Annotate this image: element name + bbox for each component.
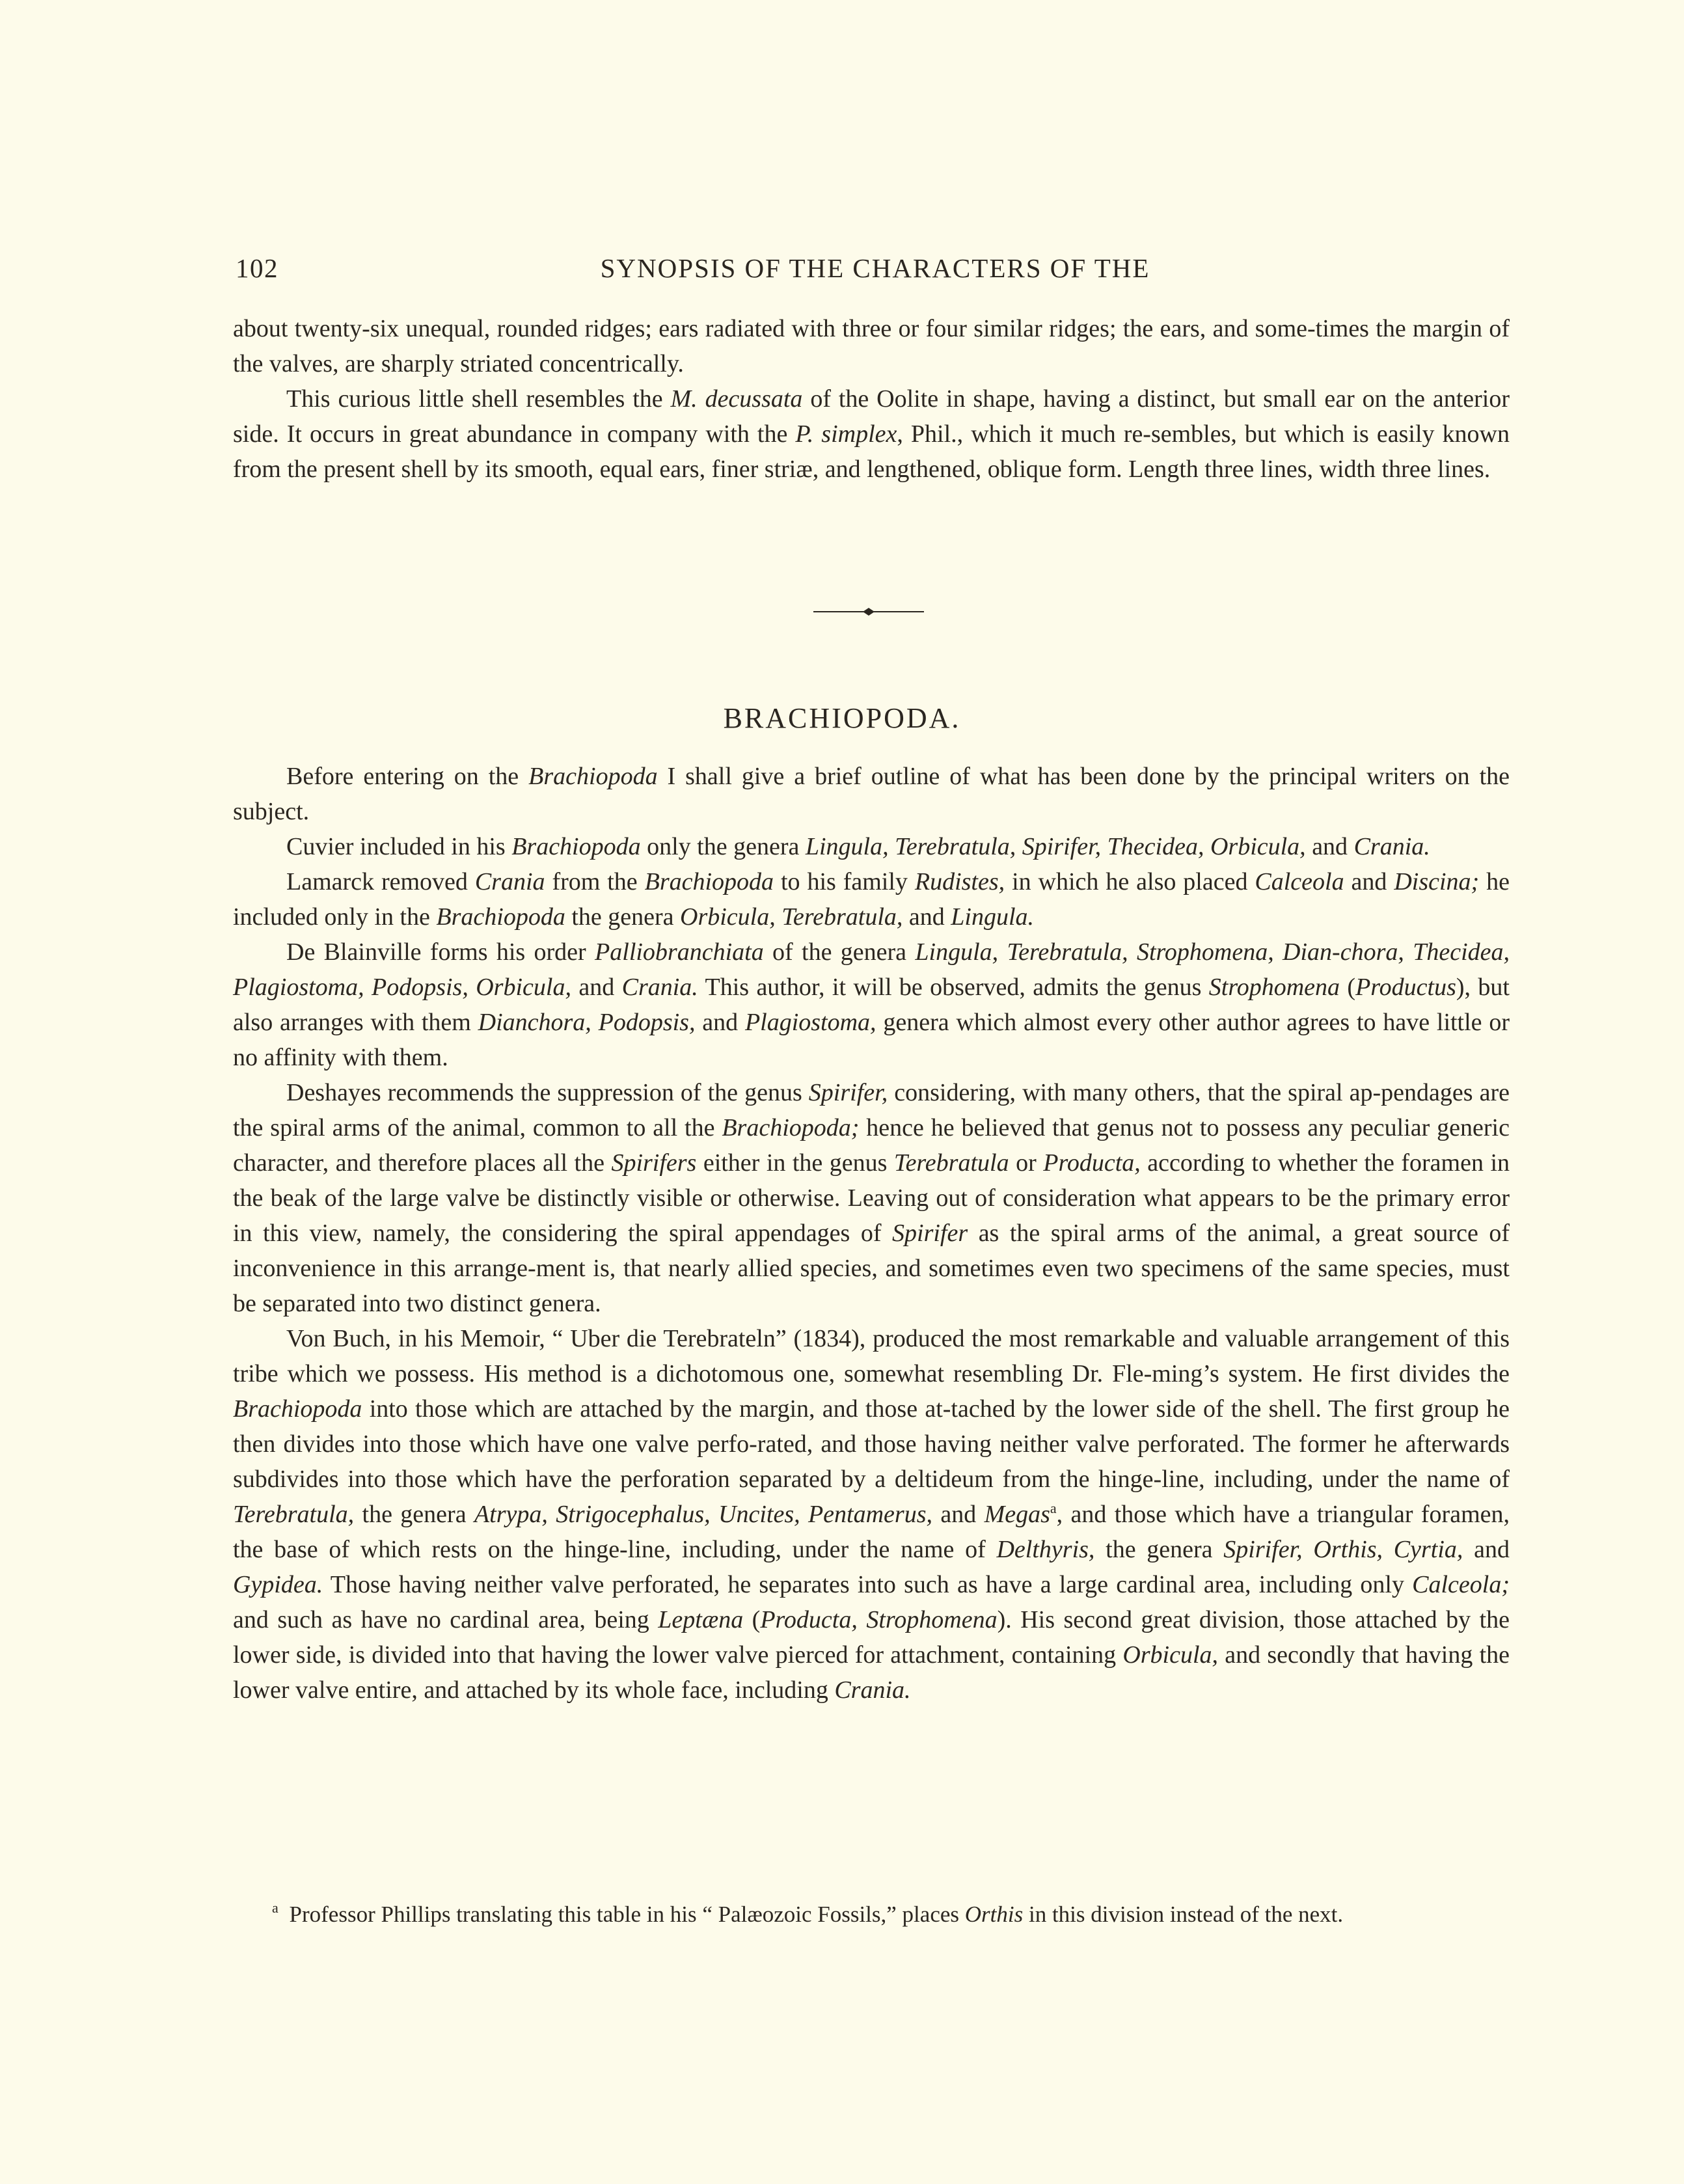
italic-text: Calceola	[1255, 868, 1344, 895]
italic-text: P. simplex	[795, 420, 897, 448]
paragraph	[233, 829, 1510, 864]
text-run: (	[743, 1606, 761, 1633]
body-text-block	[233, 759, 1510, 1708]
text-run: Lamarck removed	[286, 868, 475, 895]
italic-text: Orbicula, Terebratula,	[680, 903, 903, 931]
text-run: of the genera	[763, 938, 916, 966]
text-run: in which he also placed	[1005, 868, 1255, 895]
italic-text: Brachiopoda	[644, 868, 774, 895]
text-run: and secondly that having the lower valve entire, and attached by its whole face, including	[233, 1641, 1510, 1704]
italic-text: Orthis	[964, 1902, 1024, 1927]
italic-text: Terebratula,	[233, 1501, 355, 1528]
text-run: and	[1463, 1536, 1510, 1563]
text-run: hence he believed that genus not to possess any peculiar generic character, and therefore places all the	[233, 1114, 1510, 1177]
text-run: the genera	[354, 1501, 474, 1528]
text-run: and	[1305, 833, 1354, 860]
top-text-block	[233, 311, 1510, 487]
text-run: Before entering on the	[286, 763, 529, 790]
text-run: about twenty-six unequal, rounded ridges; ears radiated with three or four similar ridges; the ears, and some-times the margin of the valves, are sharply striated concentrically.	[233, 315, 1510, 377]
italic-text: Productus	[1355, 974, 1456, 1001]
text-run: or	[1009, 1149, 1044, 1177]
text-run: considering, with many others, that the spiral ap-pendages are the spiral arms of the animal, common to all the	[233, 1079, 1510, 1141]
italic-text: M. decussata	[670, 385, 803, 413]
italic-text: Brachiopoda	[528, 763, 658, 790]
text-run: Professor Phillips translating this table in his “ Palæozoic Fossils,” places	[283, 1902, 965, 1927]
text-run: only the genera	[640, 833, 806, 860]
italic-text: Calceola;	[1412, 1571, 1510, 1598]
text-run: from the	[545, 868, 645, 895]
italic-text: Delthyris,	[996, 1536, 1095, 1563]
italic-text: Brachiopoda	[436, 903, 565, 931]
paragraph	[233, 1075, 1510, 1321]
footnote-marker: a	[272, 1900, 278, 1916]
paragraph	[233, 935, 1510, 1075]
italic-text: Atrypa, Strigocephalus, Uncites, Pentamerus,	[474, 1501, 932, 1528]
italic-text: Leptæna	[658, 1606, 744, 1633]
text-run: Deshayes recommends the suppression of the genus	[286, 1079, 809, 1106]
text-run: and	[903, 903, 951, 931]
text-run: either in the genus	[696, 1149, 894, 1177]
text-run: Cuvier included in his	[286, 833, 512, 860]
text-run: according to whether the foramen in the beak of the large valve be distinctly visible or otherwise. Leaving out of consideration what appears to be the primary error in this view, namely, the considering the spiral appendages of	[233, 1149, 1510, 1247]
italic-text: Lingula, Terebratula, Strophomena, Dian-chora, Thecidea, Plagiostoma, Podopsis, Orbicula,	[233, 938, 1510, 1001]
paragraph	[233, 381, 1510, 487]
italic-text: Brachiopoda	[511, 833, 641, 860]
italic-text: Palliobranchiata	[595, 938, 764, 966]
italic-text: Spirifer	[892, 1220, 968, 1247]
italic-text: Lingula.	[951, 903, 1035, 931]
italic-text: Plagiostoma,	[744, 1009, 876, 1036]
text-run: This author, it will be observed, admits the genus	[698, 974, 1209, 1001]
paragraph	[233, 1321, 1510, 1708]
footnote-ref: a	[1050, 1500, 1057, 1516]
italic-text: Brachiopoda	[233, 1395, 362, 1423]
italic-text: Megas	[984, 1501, 1050, 1528]
paragraph	[233, 759, 1510, 829]
italic-text: Crania	[474, 868, 545, 895]
footnote	[221, 1899, 1498, 1930]
ornament-divider	[813, 605, 924, 618]
paragraph	[233, 311, 1510, 381]
text-run: ). His second great division, those attached by the lower side, is divided into that having the lower valve pierced for attachment, containing	[233, 1606, 1510, 1669]
text-run: of the Oolite in shape, having a distinct, but small ear on the anterior side. It occurs in great abundance in company with the	[233, 385, 1510, 448]
text-run: ), but also arranges with them	[233, 974, 1510, 1036]
paragraph	[233, 864, 1510, 935]
text-run: and	[695, 1009, 745, 1036]
running-head	[236, 253, 1515, 292]
text-run: Von Buch, in his Memoir, “ Uber die Terebrateln” (1834), produced the most remarkable and valuable arrangement of this tribe which we possess. His method is a dichotomous one, somewhat resembling Dr. Fle-ming’s system. He first divides the	[233, 1325, 1510, 1387]
text-run: as the spiral arms of the animal, a great source of inconvenience in this arrange-ment is, that nearly allied species, and sometimes even two specimens of the same species, must be separated into two distinct genera.	[233, 1220, 1510, 1317]
section-heading: BRACHIOPODA.	[723, 702, 961, 734]
italic-text: Lingula, Terebratula, Spirifer, Thecidea, Orbicula,	[805, 833, 1306, 860]
text-run: , Phil., which it much re-sembles, but which is easily known from the present shell by its smooth, equal ears, finer striæ, and lengthened, oblique form. Length three lines, width three lines.	[233, 420, 1510, 483]
text-run: genera which almost every other author agrees to have little or no affinity with them.	[233, 1009, 1510, 1071]
italic-text: Brachiopoda;	[722, 1114, 860, 1141]
italic-text: Spirifer,	[808, 1079, 888, 1106]
text-run: the genera	[565, 903, 681, 931]
text-run: (	[1340, 974, 1356, 1001]
running-title: SYNOPSIS OF THE CHARACTERS OF THE	[600, 253, 1150, 283]
italic-text: Producta, Strophomena	[760, 1606, 998, 1633]
italic-text: Spirifer, Orthis, Cyrtia,	[1223, 1536, 1463, 1563]
italic-text: Crania.	[1353, 833, 1430, 860]
italic-text: Terebratula	[893, 1149, 1009, 1177]
italic-text: Gypidea.	[233, 1571, 323, 1598]
text-run: he included only in the	[233, 868, 1510, 931]
italic-text: Spirifers	[611, 1149, 697, 1177]
italic-text: Rudistes,	[914, 868, 1005, 895]
text-run: into those which are attached by the margin, and those at-tached by the lower side of the shell. The first group he then divides into those which have one valve perfo-rated, and those having neither valve perforated. The former he afterwards subdivides into those which have the perforation separated by a deltideum from the hinge-line, including, under the name of	[233, 1395, 1510, 1493]
footnote-paragraph	[221, 1899, 1498, 1930]
text-run: to his family	[774, 868, 915, 895]
text-run: in this division instead of the next.	[1023, 1902, 1344, 1927]
italic-text: Discina;	[1394, 868, 1480, 895]
text-run: and	[571, 974, 622, 1001]
italic-text: Crania.	[621, 974, 698, 1001]
text-run: De Blainville forms his order	[286, 938, 595, 966]
italic-text: Strophomena	[1208, 974, 1340, 1001]
text-run: and such as have no cardinal area, being	[233, 1606, 659, 1633]
italic-text: Orbicula,	[1122, 1641, 1219, 1669]
text-run: This curious little shell resembles the	[286, 385, 671, 413]
italic-text: Dianchora, Podopsis,	[478, 1009, 696, 1036]
text-run: and	[932, 1501, 985, 1528]
text-run: and	[1344, 868, 1394, 895]
italic-text: Producta,	[1043, 1149, 1141, 1177]
text-run: Those having neither valve perforated, he separates into such as have a large cardinal area, including only	[323, 1571, 1413, 1598]
text-run: , and those which have a triangular foramen, the base of which rests on the hinge-line, including, under the name of	[233, 1501, 1510, 1563]
page-number: 102	[236, 253, 278, 283]
italic-text: Crania.	[834, 1676, 911, 1704]
text-run: the genera	[1094, 1536, 1224, 1563]
text-run: I shall give a brief outline of what has been done by the principal writers on the subject.	[233, 763, 1510, 825]
